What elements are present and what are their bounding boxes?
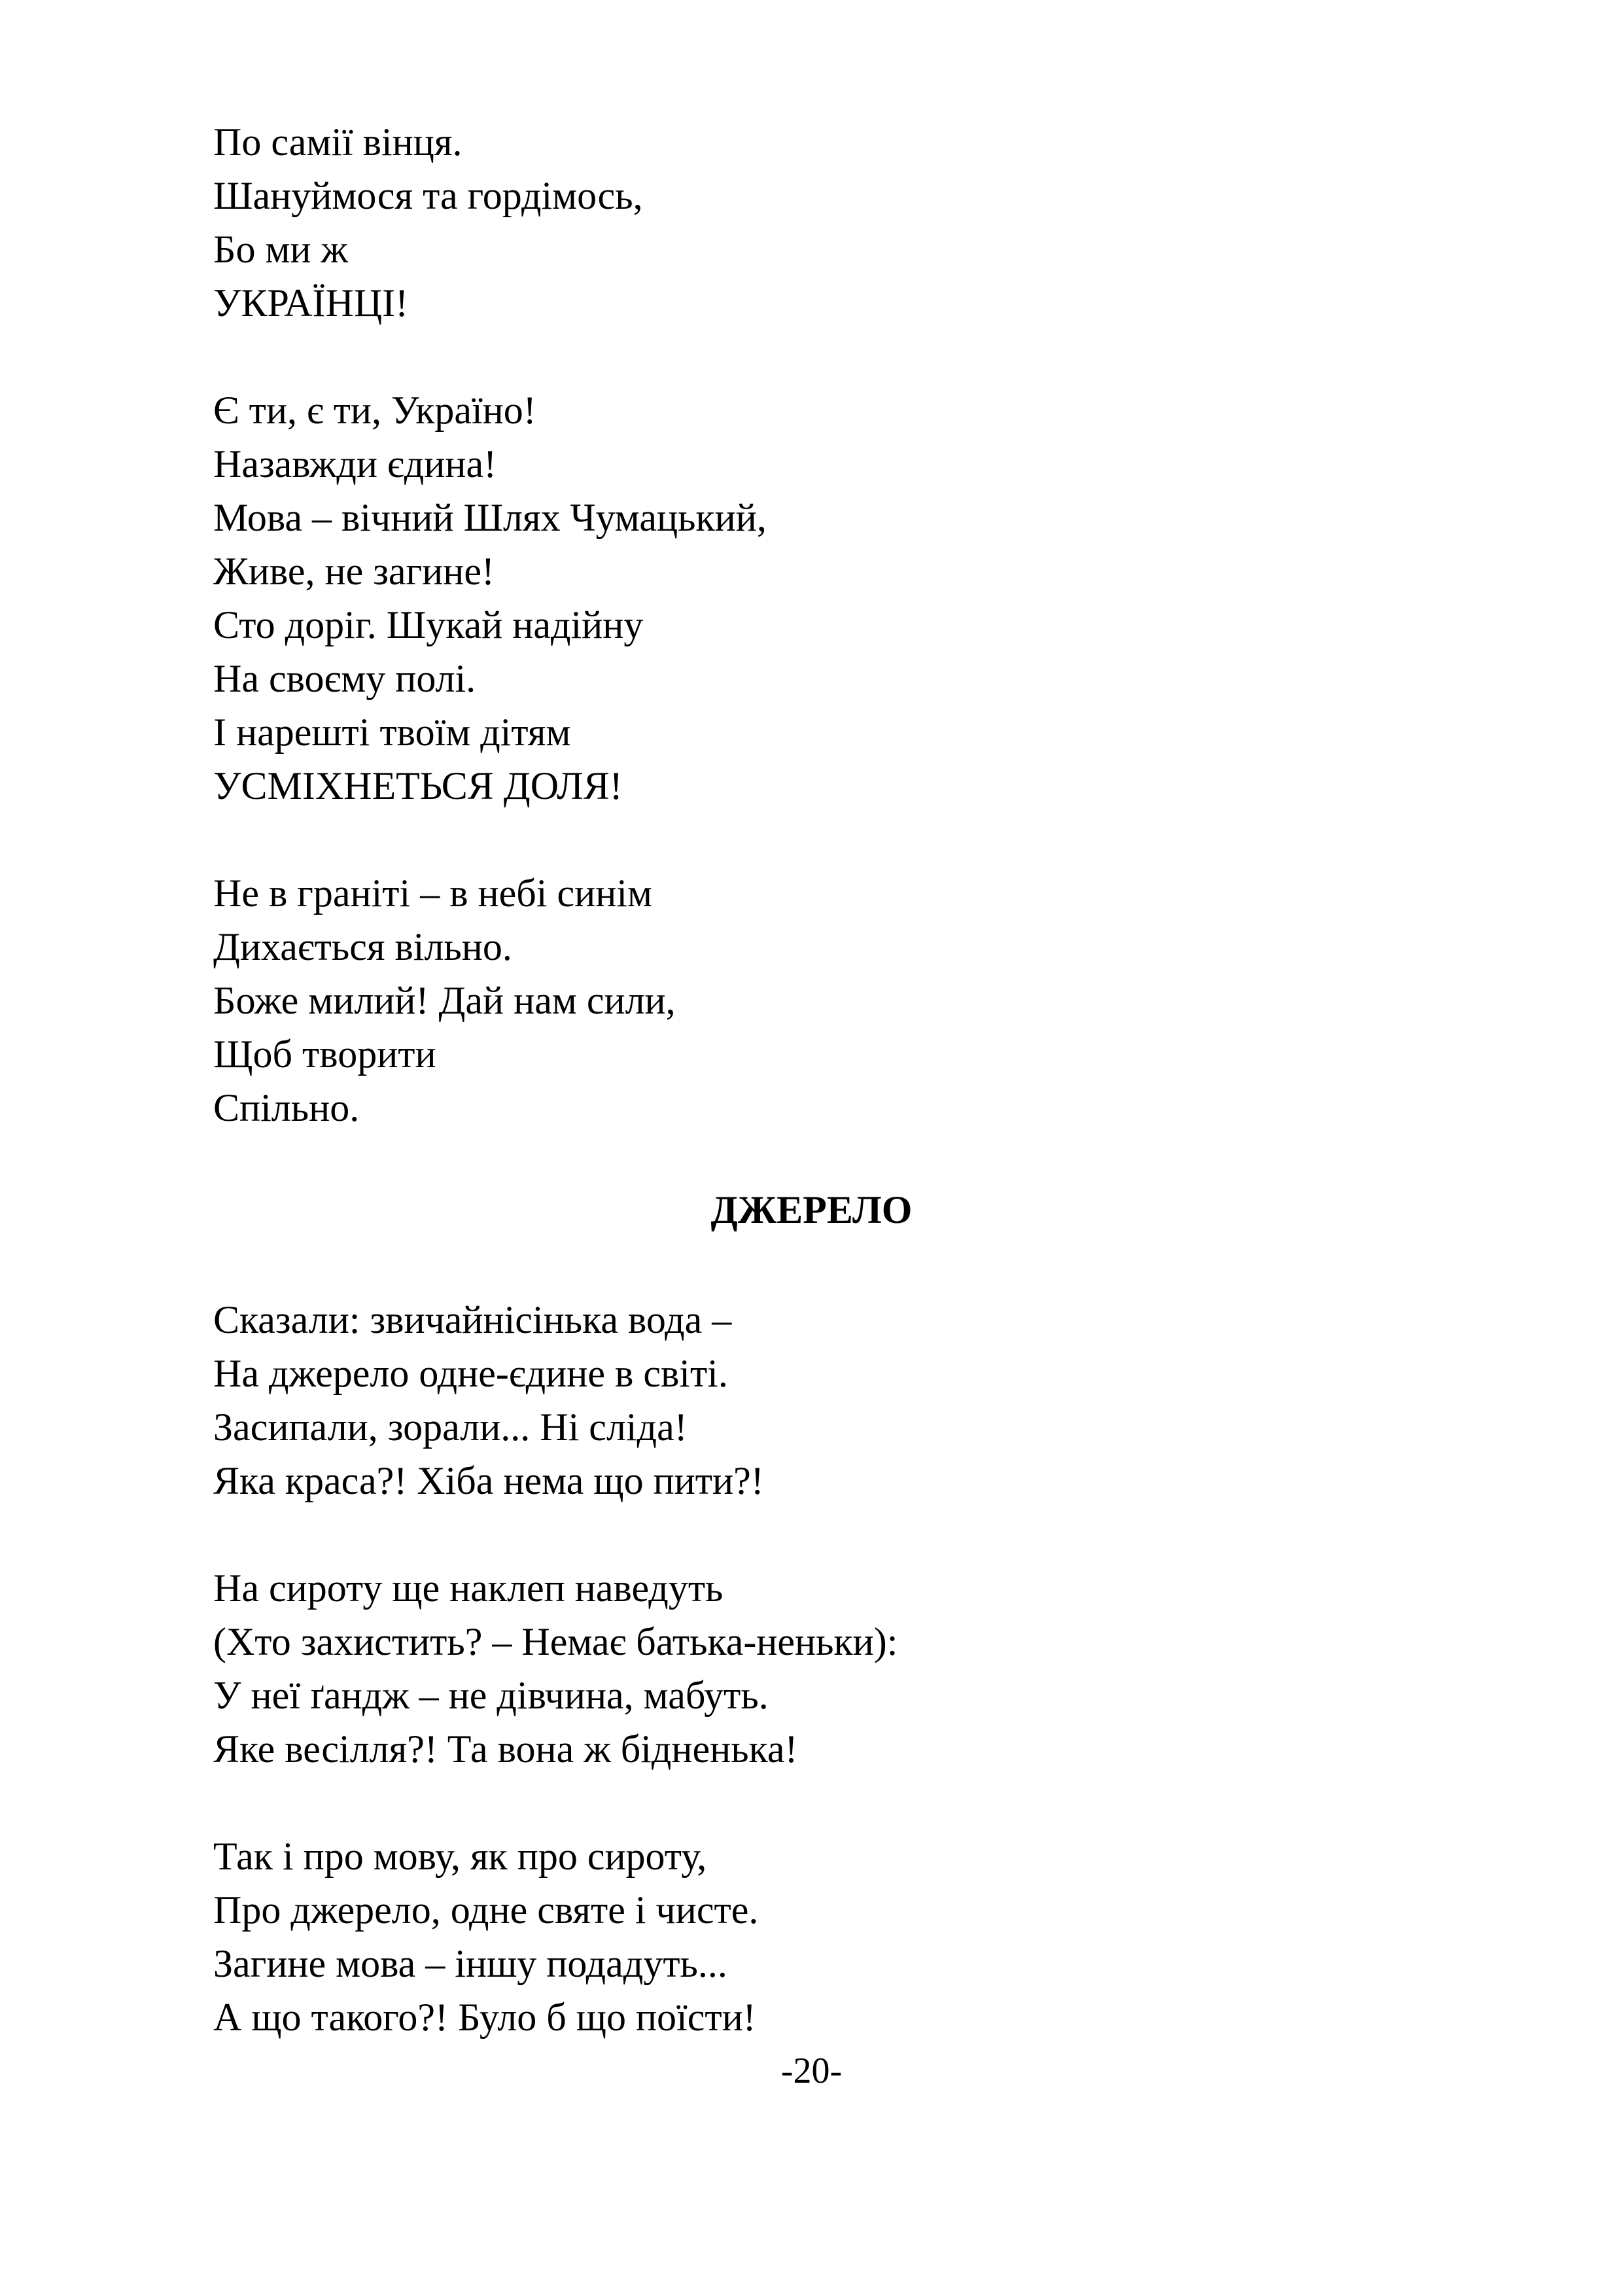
- stanza-2: [213, 383, 1456, 813]
- verse-line: Є ти, є ти, Україно!: [213, 389, 536, 432]
- verse-line: (Хто захистить? – Немає батька-неньки):: [213, 1620, 898, 1663]
- poem-body: [213, 1293, 1456, 2044]
- stanza-gap: [213, 1776, 1456, 1829]
- verse-line: На своєму полі.: [213, 657, 476, 700]
- verse-line: Щоб творити: [213, 1033, 436, 1076]
- poem-continuation: [213, 115, 1456, 1135]
- verse-line: Бо ми ж: [213, 228, 348, 271]
- page-number: -20-: [780, 2051, 843, 2091]
- verse-line: Шануймося та гордімось,: [213, 174, 643, 217]
- verse-line: Яке весілля?! Та вона ж бідненька!: [213, 1727, 798, 1771]
- verse-line: Загине мова – іншу подадуть...: [213, 1942, 727, 1985]
- stanza-gap: [213, 330, 1456, 383]
- verse-line: Сто доріг. Шукай надійну: [213, 603, 644, 646]
- verse-line: Боже милий! Дай нам сили,: [213, 979, 676, 1022]
- stanza-3: [213, 1829, 1456, 2044]
- stanza-2: [213, 1561, 1456, 1776]
- verse-line: А що такого?! Було б що поїсти!: [213, 1996, 756, 2039]
- verse-line: На сироту ще наклеп наведуть: [213, 1566, 724, 1610]
- verse-line: По самії вінця.: [213, 120, 462, 164]
- verse-line: Спільно.: [213, 1086, 360, 1129]
- verse-line: Засипали, зорали... Ні сліда!: [213, 1405, 688, 1449]
- verse-line: УКРАЇНЦІ!: [213, 281, 409, 325]
- verse-line: І нарешті твоїм дітям: [213, 711, 571, 754]
- verse-line: На джерело одне-єдине в світі.: [213, 1352, 728, 1395]
- verse-line: Мова – вічний Шлях Чумацький,: [213, 496, 767, 539]
- verse-line: УСМІХНЕТЬСЯ ДОЛЯ!: [213, 764, 623, 807]
- verse-line: У неї ґандж – не дівчина, мабуть.: [213, 1674, 769, 1717]
- stanza-3: [213, 866, 1456, 1135]
- verse-line: Назавжди єдина!: [213, 442, 497, 486]
- stanza-1: [213, 1293, 1456, 1508]
- poem-title: ДЖЕРЕЛО: [710, 1188, 913, 1231]
- stanza-1: [213, 115, 1456, 330]
- stanza-gap: [213, 813, 1456, 866]
- verse-line: Живе, не загине!: [213, 550, 495, 593]
- verse-line: Так і про мову, як про сироту,: [213, 1835, 707, 1878]
- verse-line: Дихається вільно.: [213, 925, 512, 968]
- verse-line: Яка краса?! Хіба нема що пити?!: [213, 1459, 764, 1502]
- verse-line: Не в граніті – в небі синім: [213, 872, 652, 915]
- verse-line: Сказали: звичайнісінька вода –: [213, 1298, 732, 1341]
- verse-line: Про джерело, одне святе і чисте.: [213, 1888, 759, 1932]
- stanza-gap: [213, 1508, 1456, 1561]
